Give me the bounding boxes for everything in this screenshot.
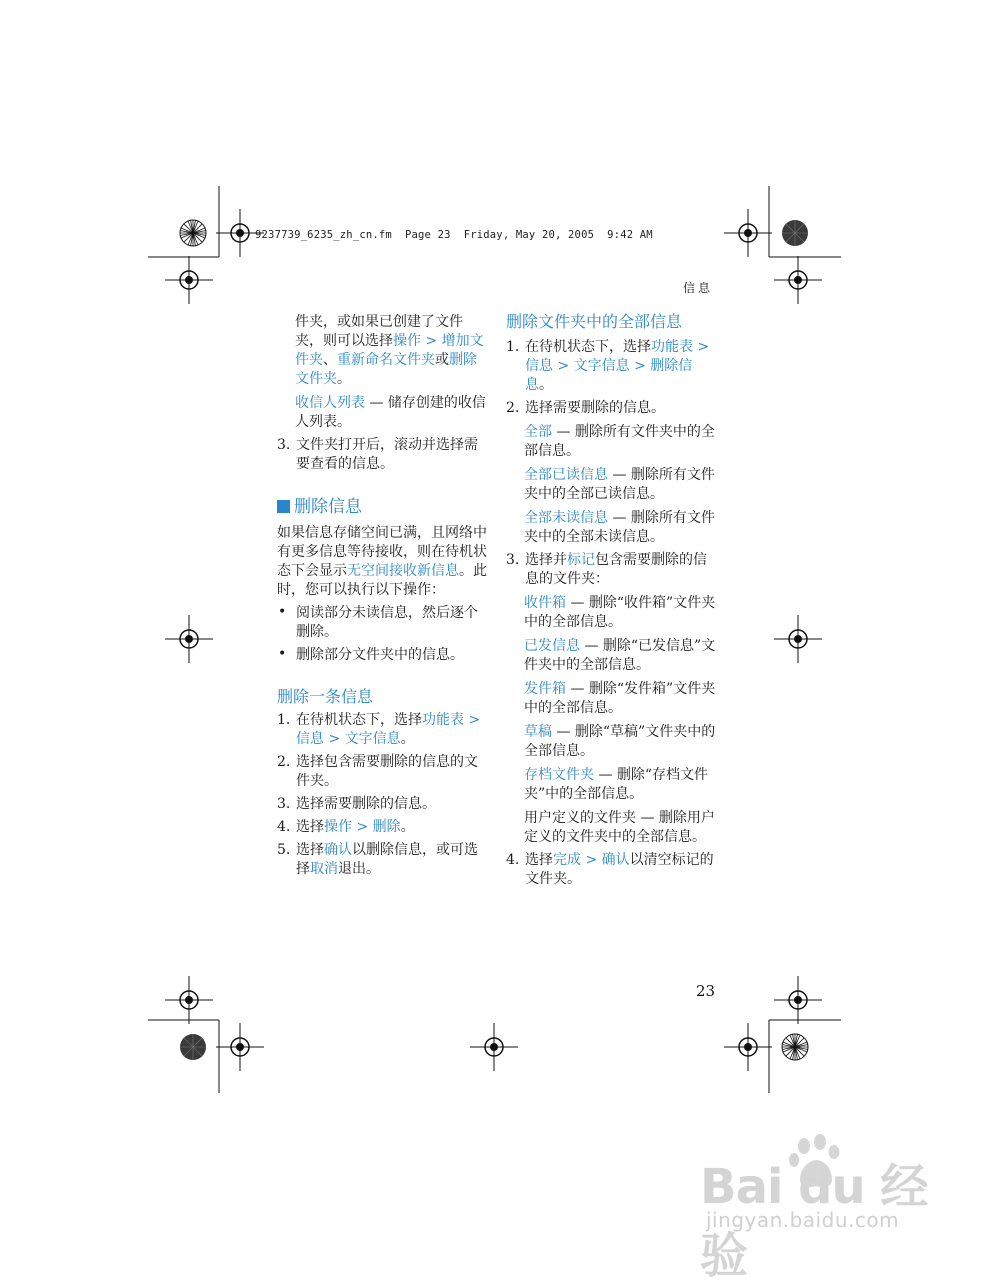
file-info-line: 9237739_6235_zh_cn.fm Page 23 Friday, May 20, 2005 9:42 AM [255,229,653,241]
option-item: 全部已读信息 — 删除所有文件夹中的全部已读信息。 [524,467,715,502]
folder-item: 收件箱 — 删除“收件箱”文件夹中的全部信息。 [524,595,716,630]
bullet-icon: • [278,604,287,620]
step-3: 3. 选择需要删除的信息。 [277,796,436,812]
step-3: 3. 选择并标记包含需要删除的信息的文件夹： [506,552,707,587]
watermark-brand: Bai du 经验 [700,1159,928,1284]
section-label: 信息 [683,281,714,295]
link-rename-folder: 重新命名文件夹 [337,352,435,368]
link-options: 操作 [393,333,421,349]
page-number: 23 [696,982,716,1000]
bullet-icon: • [278,646,287,662]
right-column [506,312,716,889]
step-2: 2. 选择需要删除的信息。 [506,400,665,416]
folder-item: 已发信息 — 删除“已发信息”文件夹中的全部信息。 [524,638,716,673]
continued-paragraph: 件夹，或如果已创建了文件夹，则可以选择操作 > 增加文件夹、重新命名文件夹或删除文件夹。 [295,314,484,387]
step-4: 4. 选择完成 > 确认以清空标记的文件夹。 [506,852,714,887]
link-delete-folder: 删除文件夹 [295,352,477,387]
intro-paragraph: 如果信息存储空间已满，且网络中有更多信息等待接收，则在待机状态下会显示无空间接收新信息。此时，您可以执行以下操作： [277,525,487,598]
square-bullet-icon [277,500,290,513]
step-1: 1. 在待机状态下，选择功能表 > 信息 > 文字信息 > 删除信息。 [506,339,710,393]
step-1: 1. 在待机状态下，选择功能表 > 信息 > 文字信息。 [277,712,481,747]
baidu-jingyan-watermark [700,1130,950,1284]
step-3: 3. 文件夹打开后，滚动并选择需要查看的信息。 [277,437,478,472]
left-column [277,313,489,879]
bullet-item: • 阅读部分未读信息，然后逐个删除。 [278,604,478,640]
option-item: 全部未读信息 — 删除所有文件夹中的全部未读信息。 [524,510,715,545]
bullet-item: • 删除部分文件夹中的信息。 [278,646,464,663]
option-item: 全部 — 删除所有文件夹中的全部信息。 [524,424,715,459]
folder-item: 发件箱 — 删除“发件箱”文件夹中的全部信息。 [524,681,716,716]
watermark-url: jingyan.baidu.com [706,1208,900,1232]
step-2: 2. 选择包含需要删除的信息的文件夹。 [277,754,478,789]
recipients-item: 收信人列表 — 储存创建的收信人列表。 [295,395,486,430]
step-4: 4. 选择操作 > 删除。 [277,819,415,835]
delete-messages-heading: 删除信息 [277,496,489,518]
user-defined-folder-item: 用户定义的文件夹 — 删除用户定义的文件夹中的全部信息。 [524,810,715,845]
step-5: 5. 选择确认以删除信息，或可选择取消退出。 [277,842,478,877]
folder-item: 存档文件夹 — 删除“存档文件夹”中的全部信息。 [524,767,709,802]
delete-one-heading: 删除一条信息 [277,687,374,706]
link-add-folder: 增加文件夹 [295,333,484,368]
delete-all-heading: 删除文件夹中的全部信息 [506,312,683,331]
folder-item: 草稿 — 删除“草稿”文件夹中的全部信息。 [524,724,716,759]
